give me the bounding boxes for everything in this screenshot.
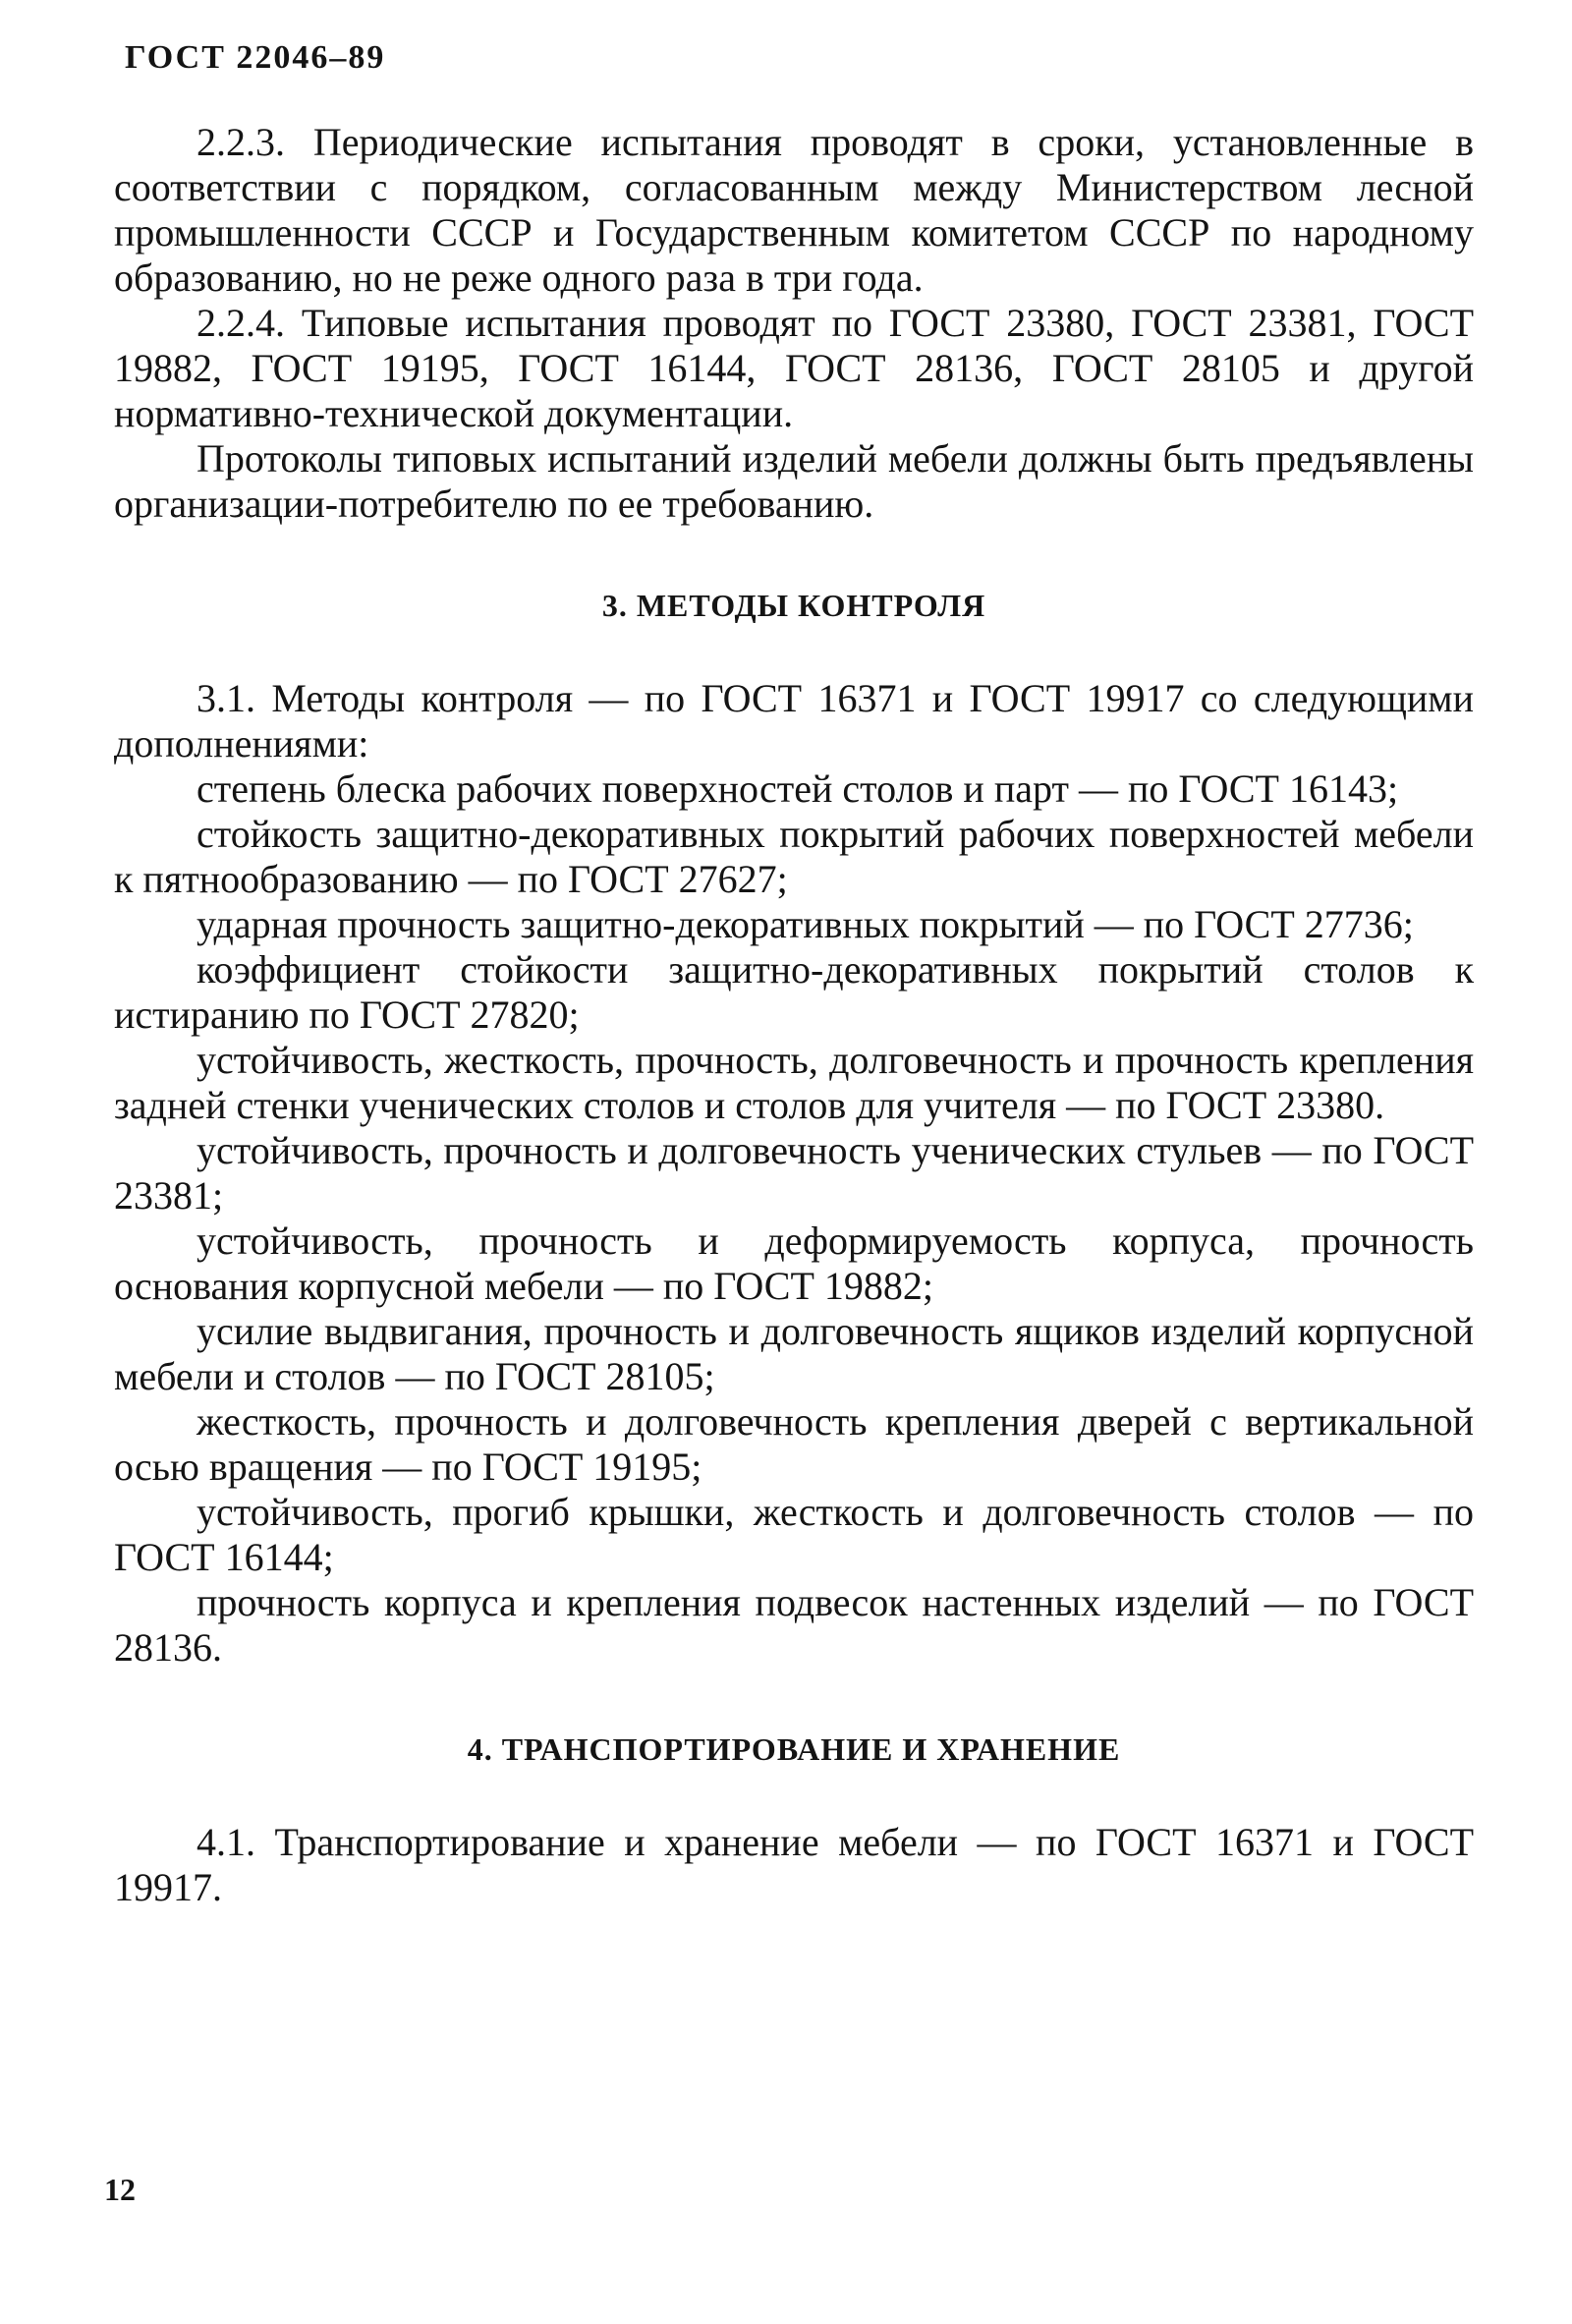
document-body	[114, 120, 1474, 1910]
list-item: жесткость, прочность и долговечность крепления дверей с вертикальной осью вращения — по ГОСТ 19195;	[114, 1399, 1474, 1489]
standard-header: ГОСТ 22046–89	[125, 39, 386, 76]
paragraph-2-2-4: 2.2.4. Типовые испытания проводят по ГОСТ 23380, ГОСТ 23381, ГОСТ 19882, ГОСТ 19195, ГОСТ 16144, ГОСТ 28136, ГОСТ 28105 и другой нормативно-технической документации.	[114, 301, 1474, 435]
page-number: 12	[104, 2172, 136, 2207]
paragraph-2-2-3: 2.2.3. Периодические испытания проводят в сроки, установленные в соответствии с порядком, согласованным между Министерством лесной промышленности СССР и Государственным комитетом СССР по народному образованию, но не реже одного раза в три года.	[114, 120, 1474, 300]
paragraph-4-1: 4.1. Транспортирование и хранение мебели — по ГОСТ 16371 и ГОСТ 19917.	[114, 1820, 1474, 1909]
list-item: ударная прочность защитно-декоративных покрытий — по ГОСТ 27736;	[196, 902, 1414, 946]
list-item: стойкость защитно-декоративных покрытий рабочих поверхностей мебели к пятнообразованию — по ГОСТ 27627;	[114, 812, 1474, 901]
list-item: устойчивость, прочность и деформируемость корпуса, прочность основания корпусной мебели — по ГОСТ 19882;	[114, 1219, 1474, 1308]
section-3-title: 3. МЕТОДЫ КОНТРОЛЯ	[601, 588, 986, 623]
list-item: устойчивость, прочность и долговечность ученических стульев — по ГОСТ 23381;	[114, 1128, 1474, 1218]
list-item: устойчивость, прогиб крышки, жесткость и долговечность столов — по ГОСТ 16144;	[114, 1490, 1474, 1579]
list-item: устойчивость, жесткость, прочность, долговечность и прочность крепления задней стенки ученических столов и столов для учителя — по ГОСТ 23380.	[114, 1038, 1474, 1127]
list-item: степень блеска рабочих поверхностей столов и парт — по ГОСТ 16143;	[196, 766, 1399, 811]
section-4-title: 4. ТРАНСПОРТИРОВАНИЕ И ХРАНЕНИЕ	[467, 1731, 1121, 1767]
paragraph-protocols: Протоколы типовых испытаний изделий мебели должны быть предъявлены организации-потребителю по ее требованию.	[114, 436, 1474, 526]
list-item: усилие выдвигания, прочность и долговечность ящиков изделий корпусной мебели и столов — по ГОСТ 28105;	[114, 1309, 1474, 1398]
paragraph-3-1: 3.1. Методы контроля — по ГОСТ 16371 и ГОСТ 19917 со следующими дополнениями:	[114, 676, 1474, 765]
list-item: коэффициент стойкости защитно-декоративных покрытий столов к истиранию по ГОСТ 27820;	[114, 947, 1474, 1037]
list-item: прочность корпуса и крепления подвесок настенных изделий — по ГОСТ 28136.	[114, 1580, 1474, 1670]
